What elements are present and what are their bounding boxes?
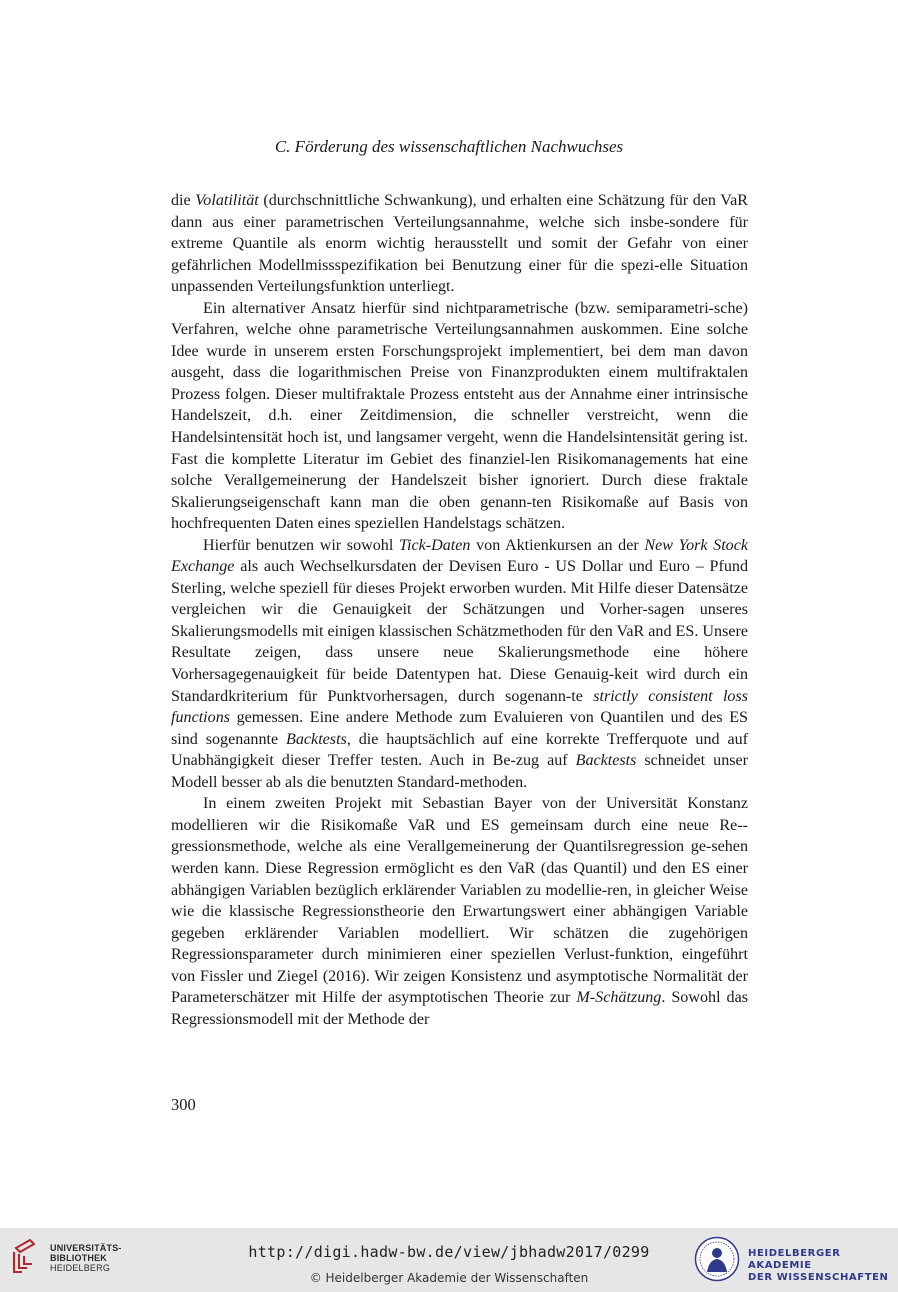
paragraph [171, 793, 748, 1030]
text-run: . Sowohl das Regressionsmodell mit der Methode der [171, 989, 748, 1028]
ub-heidelberg-wordmark: UNIVERSITÄTS- BIBLIOTHEK HEIDELBERG [50, 1243, 122, 1273]
hadw-logo[interactable] [694, 1236, 894, 1286]
text-run: (durchschnittliche Schwankung), und erhalten eine Schätzung für den VaR dann aus einer parametrischen Verteilungsannahme, welche sich insbe-sondere für extreme Quantile als enorm wichtig herausstellt und somit der Gefahr von einer gefährlichen Modellmissspezifikation bei Benutzung einer für die spezi-elle Situation unpassenden Verteilungsfunktion unterliegt. [171, 192, 748, 296]
italic-term: M-Schätzung [576, 989, 662, 1007]
text-run: In einem zweiten Projekt mit Sebastian Bayer von der Universität Konstanz modellieren wir die Risikomaße VaR und ES gemeinsam durch eine neue Re-gressionsmethode, welche als eine Verallgemeinerung der Quantilsregression ge-sehen werden kann. Diese Regression ermöglicht es den VaR (das Quantil) und den ES einer abhängigen Variablen bezüglich erklärender Variablen zu modellie-ren, in gleicher Weise wie die klassische Regressionstheorie den Erwartungswert einer abhängigen Variable gegeben erklärender Variablen modelliert. Wir schätzen die zugehörigen Regressionsparameter durch minimieren einer speziellen Verlust-funktion, eingeführt von Fissler und Ziegel (2016). Wir zeigen Konsistenz und asymptotische Normalität der Parameterschätzer mit Hilfe der asymptotischen Theorie zur [171, 795, 748, 1007]
italic-term: Volatilität [195, 192, 259, 209]
text-run: gemessen. Eine andere Methode zum Evaluieren von Quantilen und des ES sind sogenannte [171, 709, 748, 748]
hadw-wordmark: HEIDELBERGER AKADEMIE DER WISSENSCHAFTEN [748, 1248, 889, 1283]
italic-term: Backtests [575, 752, 637, 770]
body-text [171, 190, 748, 1030]
text-run: von Aktienkursen an der [470, 536, 645, 554]
italic-term: New York Stock Exchange [171, 536, 749, 576]
viewer-footer [0, 1228, 898, 1292]
page-number: 300 [171, 1095, 196, 1114]
italic-term: strictly consistent loss functions [171, 687, 748, 727]
text-run: , die hauptsächlich auf eine korrekte Trefferquote und auf Unabhängigkeit dieser Treffer testen. Auch in Be-zug auf [171, 730, 748, 770]
running-header: C. Förderung des wissenschaftlichen Nachwuchses [274, 137, 624, 156]
text-run: schneidet unser Modell besser ab als die benutzten Standard-methoden. [171, 752, 749, 791]
page-url-link[interactable]: http://digi.hadw-bw.de/view/jbhadw2017/0299 [248, 1243, 650, 1261]
paragraph [171, 535, 748, 794]
text-run: als auch Wechselkursdaten der Devisen Euro - US Dollar und Euro – Pfund Sterling, welche speziell für dieses Projekt erworben wurden. Mit Hilfe dieser Datensätze vergleichen wir die Genauigkeit der Schätzungen und Vorher-sagen unseres Skalierungsmodells mit einigen klassischen Schätzmethoden für den VaR and ES. Unsere Resultate zeigen, dass unsere neue Skalierungsmethode eine höhere Vorhersagegenauigkeit für beide Datentypen hat. Diese Genauig-keit wird durch ein Standardkriterium für Punktvorhersagen, durch sogenann-te [171, 558, 748, 705]
text-run: die [171, 192, 196, 209]
copyright-notice: © Heidelberger Akademie der Wissenschaften [309, 1271, 589, 1285]
italic-term: Backtests [286, 730, 347, 748]
text-run: Hierfür benutzen wir sowohl [203, 536, 399, 554]
paragraph [171, 298, 748, 535]
text-run: Ein alternativer Ansatz hierfür sind nichtparametrische (bzw. semiparametri-sche) Verfahren, welche ohne parametrische Verteilungsannahmen auskommen. Eine solche Idee wurde in unserem ersten Forschungsprojekt implementiert, bei dem man davon ausgeht, dass die logarithmischen Preise von Finanzprodukten einem multifraktalen Prozess folgen. Dieser multifraktale Prozess entsteht aus der Annahme einer intrinsische Handelszeit, d.h. einer Zeitdimension, die schneller verstreicht, wenn die Handelsintensität hoch ist, und langsamer vergeht, wenn die Handelsintensität gering ist. Fast die komplette Literatur im Gebiet des finanziel-len Risikomanagements hat eine solche Verallgemeinerung der Handelszeit bisher ignoriert. Durch diese fraktale Skalierungseigenschaft kann man die oben genann-ten Risikomaße auf Basis von hochfrequenten Daten eines speziellen Handelstags schätzen. [171, 299, 748, 533]
paragraph [171, 190, 748, 298]
hadw-seal-icon [694, 1236, 740, 1282]
italic-term: Tick-Daten [398, 536, 471, 554]
